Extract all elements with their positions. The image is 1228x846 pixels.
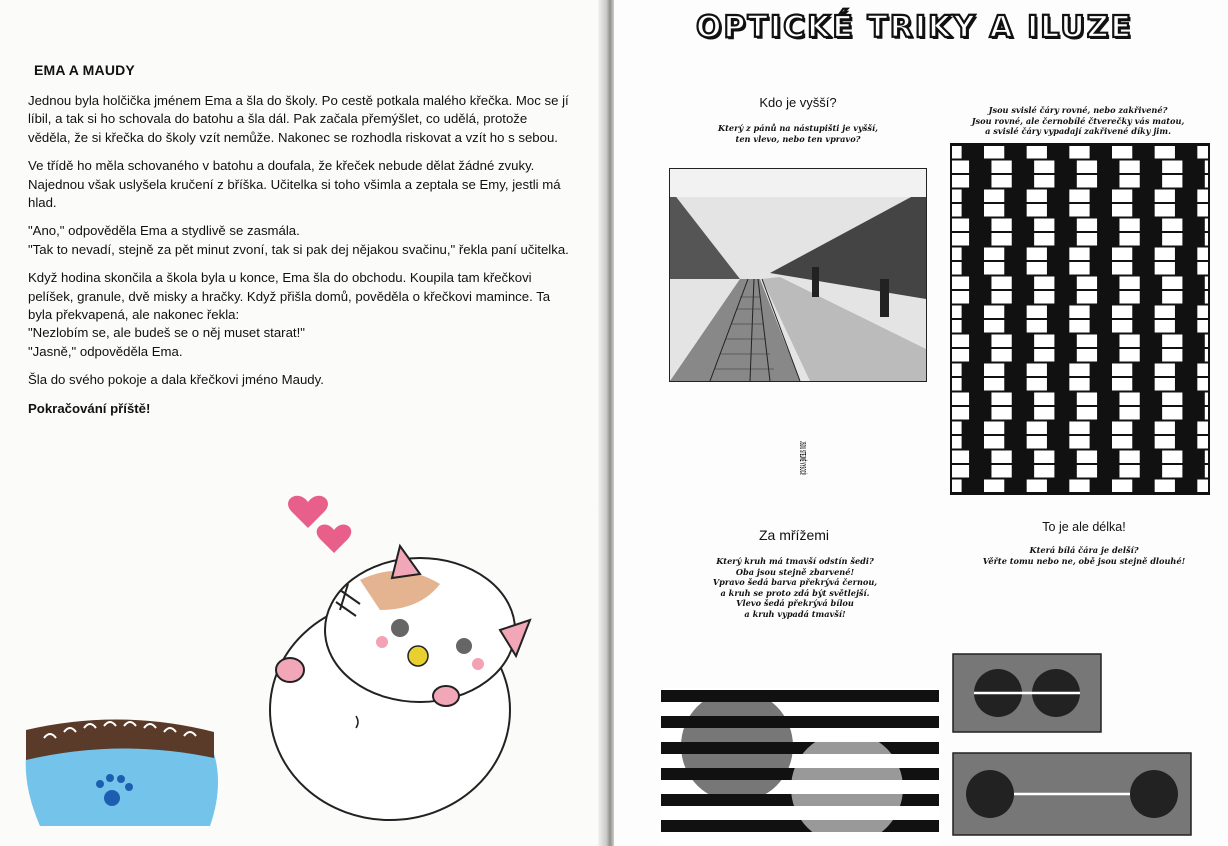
story-paragraph: "Jasně," odpověděla Ema. — [28, 343, 183, 359]
man-figure-left — [812, 267, 819, 297]
story-paragraph: Šla do svého pokoje a dala křečkovi jméno Maudy. — [28, 372, 324, 388]
illusion1-answer: JSOU STEJNĚ VYSOCÍ! — [797, 441, 807, 475]
illusion1-heading: Kdo je vyšší? — [759, 95, 837, 110]
caption-line: Věřte tomu nebo ne, obě jsou stejně dlouhé! — [982, 555, 1186, 566]
left-page — [0, 0, 606, 846]
hamster-figure — [270, 546, 530, 820]
food-bowl-drawing — [26, 719, 218, 826]
bars-circles-illusion — [661, 688, 939, 846]
illusion1-question — [698, 123, 898, 144]
illusion1-answer-graphic — [762, 418, 842, 498]
caption-line: ten vlevo, nebo ten vpravo? — [735, 133, 861, 144]
heart-icon — [317, 525, 352, 553]
illusion3-heading: Za mřížemi — [759, 527, 829, 543]
story-text — [28, 92, 573, 428]
heart-icon — [288, 496, 328, 528]
caption-line: Který z pánů na nástupišti je vyšší, — [718, 123, 878, 133]
illusion2-question — [950, 105, 1206, 137]
caption-line: Vlevo šedá překrývá bílou — [736, 598, 854, 608]
caption-line: Jsou svislé čáry rovné, nebo zakřivené? — [988, 105, 1168, 115]
story-paragraph: "Nezlobím se, ale budeš se o něj muset starat!" — [28, 325, 305, 341]
train-platform-photo — [669, 168, 927, 382]
caption-line: Vpravo šedá barva překrývá černou, — [712, 577, 878, 587]
story-paragraph: "Ano," odpověděla Ema a stydlivě se zasmála. — [28, 223, 300, 239]
story-paragraph: Když hodina skončila a škola byla u konce, Ema šla do obchodu. Koupila tam křečkovi pelíšek, granule, dvě misky a hračky. Když přišla domů, pověděla o křečkovi mamince. Ta byla překvapená, ale nakonec řekla: — [28, 270, 551, 323]
story-paragraph: Jednou byla holčička jménem Ema a šla do školy. Po cestě potkala malého křečka. Moc se jí líbil, a tak si ho schovala do batohu a šla dál. Pak začala přemýšlet, co udělá, protože věděla, že si křečka do školy vzít nemůže. Nakonec se rozhodla riskovat a vzít ho s sebou. — [28, 93, 569, 145]
story-title: EMA A MAUDY — [34, 62, 135, 78]
caption-line: Oba jsou stejně zbarvené! — [735, 566, 855, 577]
illusion4-heading: To je ale délka! — [1042, 520, 1126, 534]
right-page — [614, 0, 1228, 846]
caption-line: Který kruh má tmavší odstín šedi? — [716, 556, 874, 566]
hamster-drawing — [0, 480, 606, 846]
cafe-wall-illusion — [950, 143, 1210, 495]
story-paragraph: Ve třídě ho měla schovaného v batohu a doufala, že křeček nebude dělat žádné zvuky. Najednou však uslyšela kručení z bříška. Učitelka si toho všimla a zeptala se Emy, jestli má hlad. — [28, 158, 561, 211]
short-line-illusion — [952, 653, 1102, 733]
illusions-title: OPTICKÉ TRIKY A ILUZE — [696, 10, 1133, 45]
caption-line: Jsou rovné, ale černobílé čtverečky vás matou, — [971, 115, 1185, 126]
long-line-illusion — [952, 752, 1192, 836]
continuation-note: Pokračování příště! — [28, 400, 151, 416]
caption-line: a kruh se proto zdá být světlejší. — [720, 587, 870, 598]
caption-line: a svislé čáry vypadají zakřivené díky jim. — [985, 126, 1171, 136]
caption-line: a kruh vypadá tmavší! — [744, 608, 846, 619]
man-figure-right — [880, 279, 889, 317]
story-paragraph: "Tak to nevadí, stejně za pět minut zvoní, tak si pak dej nějakou svačinu," řekla paní učitelka. — [28, 241, 569, 257]
illusion4-question — [974, 545, 1194, 566]
caption-line: Která bílá čára je delší? — [1029, 545, 1139, 555]
illusion3-question — [690, 556, 900, 619]
